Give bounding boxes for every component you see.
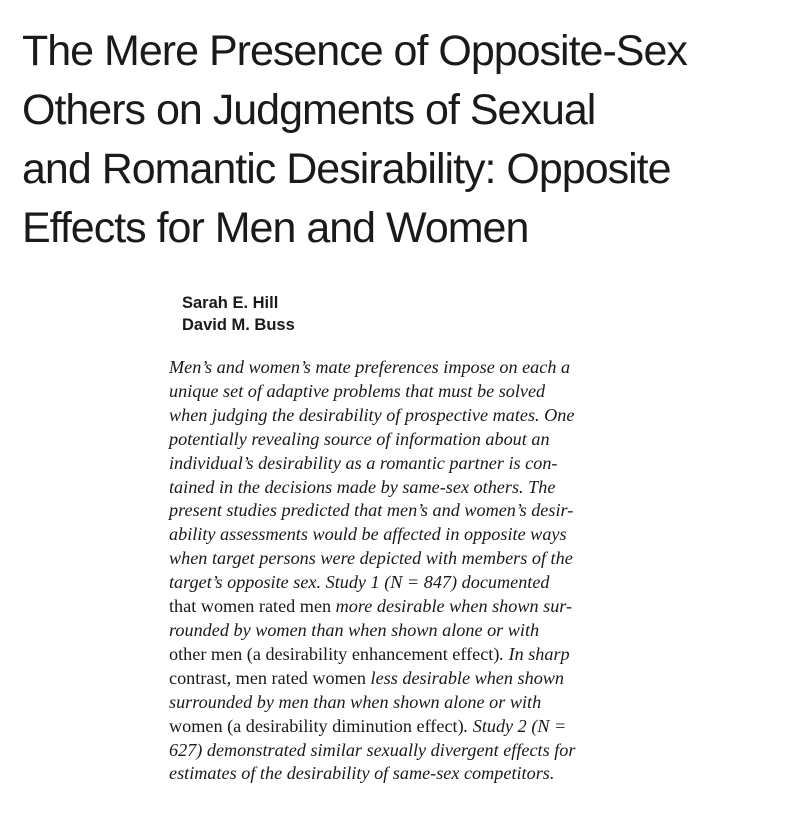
- title-line: and Romantic Desirability: Opposite: [22, 145, 671, 193]
- abstract-line: potentially revealing source of information about an: [169, 428, 550, 449]
- abstract-line: tained in the decisions made by same-sex others. The: [169, 476, 556, 497]
- title-line: Effects for Men and Women: [22, 204, 529, 252]
- abstract-line: surrounded by men than when shown alone or with: [169, 691, 542, 712]
- abstract-line: [169, 643, 669, 667]
- abstract-line: ability assessments would be affected in opposite ways: [169, 524, 567, 545]
- abstract-italic-text: less desirable when shown: [365, 667, 565, 688]
- abstract-italic-text: more desirable when shown sur-: [331, 596, 573, 617]
- title-line: Others on Judgments of Sexual: [22, 86, 596, 134]
- abstract-line: when judging the desirability of prospective mates. One: [169, 404, 575, 425]
- author-name: Sarah E. Hill: [182, 294, 279, 312]
- abstract-line: rounded by women than when shown alone or with: [169, 619, 540, 640]
- author-list: [182, 292, 295, 336]
- abstract-line: 627) demonstrated similar sexually divergent effects for: [169, 739, 576, 760]
- abstract-italic-text: . Study 2 (N =: [463, 715, 567, 736]
- article-title: [22, 22, 792, 258]
- abstract-line: present studies predicted that men’s and women’s desir-: [169, 500, 574, 521]
- abstract-roman-text: women (a desirability diminution effect): [169, 715, 464, 736]
- author-name: David M. Buss: [182, 316, 295, 334]
- abstract: [169, 356, 669, 786]
- abstract-italic-text: . In sharp: [499, 643, 570, 664]
- abstract-roman-text: that women rated men: [169, 596, 332, 617]
- abstract-roman-text: other men (a desirability enhancement effect): [169, 643, 500, 664]
- abstract-line: individual’s desirability as a romantic partner is con-: [169, 452, 558, 473]
- abstract-line: [169, 715, 669, 739]
- title-line: The Mere Presence of Opposite-Sex: [22, 27, 687, 75]
- abstract-line: [169, 667, 669, 691]
- abstract-line: when target persons were depicted with members of the: [169, 548, 573, 569]
- abstract-line: estimates of the desirability of same-sex competitors.: [169, 763, 555, 784]
- abstract-line: unique set of adaptive problems that must be solved: [169, 380, 546, 401]
- abstract-line: Men’s and women’s mate preferences impose on each a: [169, 357, 571, 377]
- abstract-line: [169, 595, 669, 619]
- abstract-roman-text: contrast, men rated women: [169, 667, 366, 688]
- abstract-line: target’s opposite sex. Study 1 (N = 847) documented: [169, 572, 550, 593]
